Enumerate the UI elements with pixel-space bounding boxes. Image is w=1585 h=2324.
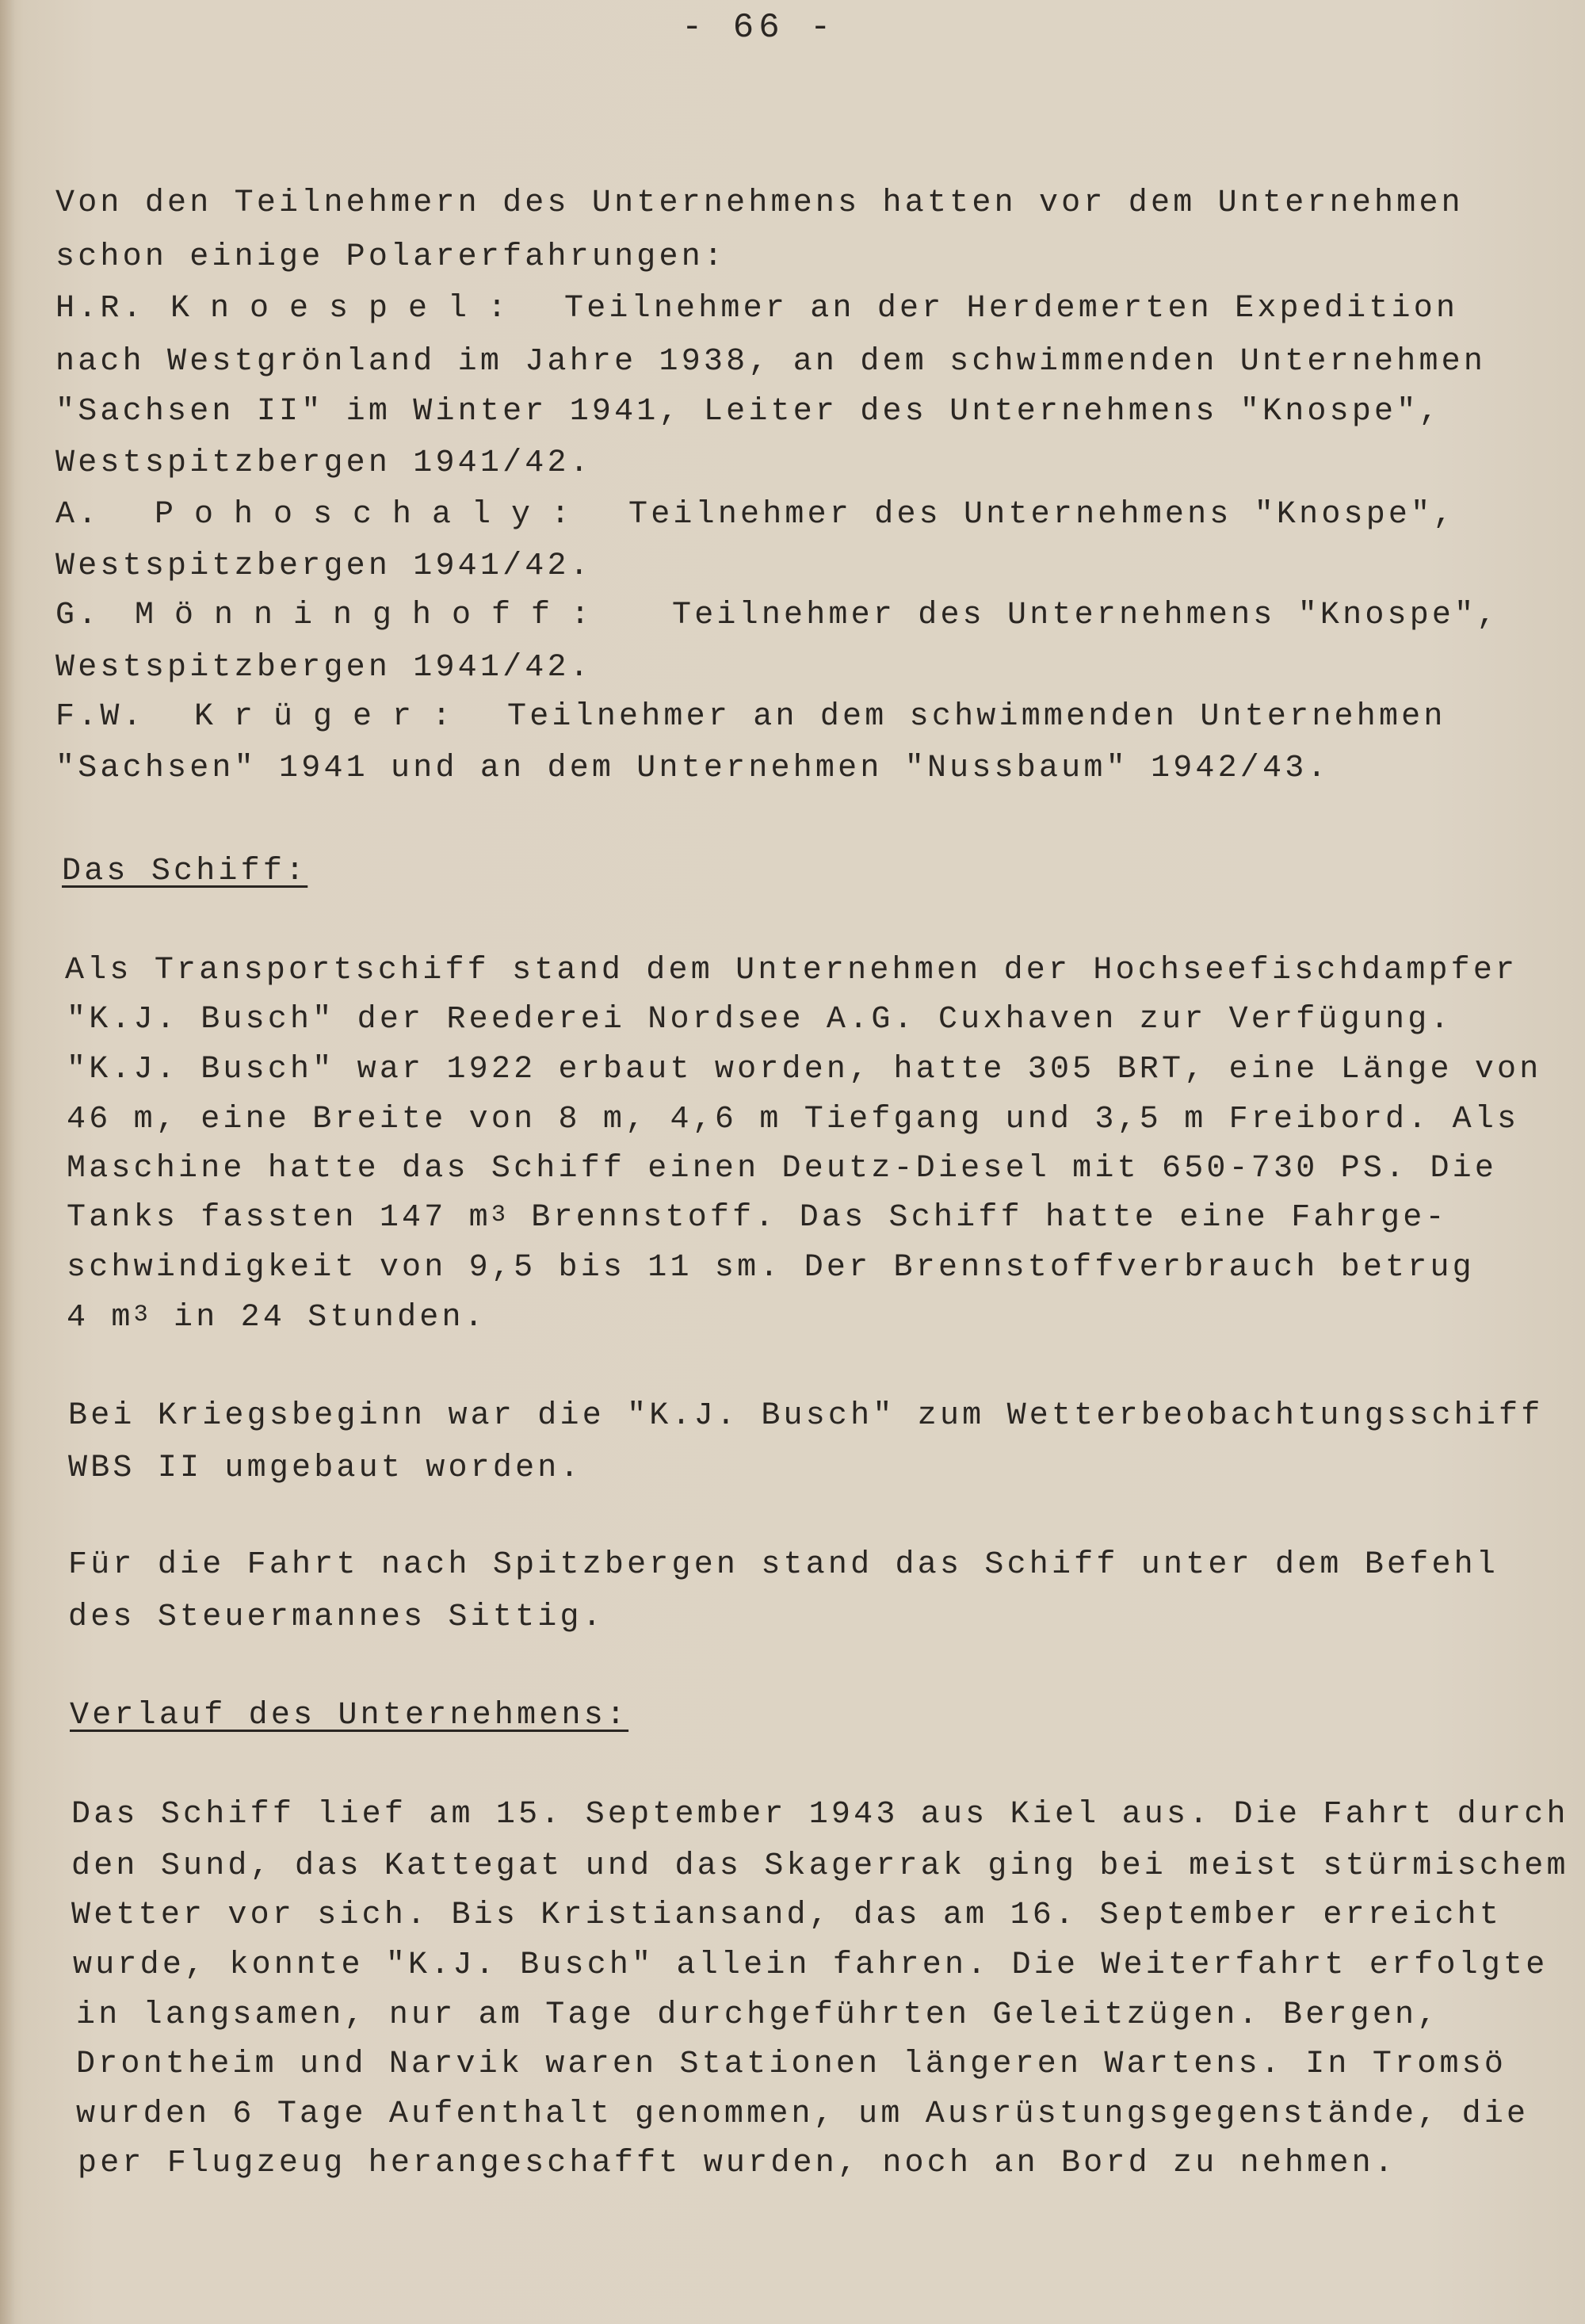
paragraph-line: des Steuermannes Sittig. <box>68 1600 605 1635</box>
intro-line: Von den Teilnehmern des Unternehmens hatten vor dem Unternehmen <box>55 185 1464 221</box>
participant-role: Teilnehmer an dem schwimmenden Unternehmen <box>507 699 1446 735</box>
intro-line: schon einige Polarerfahrungen: <box>55 239 727 275</box>
participant-name: Krüger: <box>194 699 472 735</box>
participant-role: Teilnehmer an der Herdemerten Expedition <box>564 291 1459 327</box>
paragraph-line: Das Schiff lief am 15. September 1943 aus Kiel aus. Die Fahrt durch <box>71 1797 1569 1833</box>
participant-name: Mönninghoff: <box>135 598 611 633</box>
participant-initials: F.W. <box>55 699 145 735</box>
participant-initials: G. <box>55 598 101 633</box>
participant-initials: A. <box>55 497 101 533</box>
paragraph-line: Bei Kriegsbeginn war die "K.J. Busch" zum Wetterbeobachtungsschiff <box>68 1398 1544 1434</box>
paragraph-line: WBS II umgebaut worden. <box>68 1451 582 1486</box>
participant-detail: Westspitzbergen 1941/42. <box>55 650 592 686</box>
participant-name: Pohoschaly: <box>155 497 591 533</box>
section-heading-course: Verlauf des Unternehmens: <box>70 1698 629 1733</box>
paragraph-line: "K.J. Busch" war 1922 erbaut worden, hatte 305 BRT, eine Länge von <box>67 1052 1542 1087</box>
participant-role: Teilnehmer des Unternehmens "Knospe", <box>628 497 1456 533</box>
paragraph-line: Maschine hatte das Schiff einen Deutz-Diesel mit 650-730 PS. Die <box>67 1151 1498 1187</box>
participant-detail: Westspitzbergen 1941/42. <box>55 445 592 481</box>
paragraph-line: per Flugzeug herangeschafft wurden, noch an Bord zu nehmen. <box>78 2146 1397 2181</box>
paragraph-line: Für die Fahrt nach Spitzbergen stand das Schiff unter dem Befehl <box>68 1547 1499 1583</box>
participant-role: Teilnehmer des Unternehmens "Knospe", <box>672 598 1499 633</box>
participant-detail: "Sachsen II" im Winter 1941, Leiter des Unternehmens "Knospe", <box>55 394 1442 430</box>
paragraph-line: schwindigkeit von 9,5 bis 11 sm. Der Brennstoffverbrauch betrug <box>67 1250 1475 1286</box>
participant-name: Knoespel: <box>170 291 528 327</box>
section-heading-ship: Das Schiff: <box>62 854 308 889</box>
paragraph-line: "K.J. Busch" der Reederei Nordsee A.G. Cuxhaven zur Verfügung. <box>67 1002 1453 1038</box>
paragraph-line: wurden 6 Tage Aufenthalt genommen, um Ausrüstungsgegenstände, die <box>76 2097 1530 2132</box>
paragraph-line: Drontheim und Narvik waren Stationen längeren Wartens. In Tromsö <box>76 2047 1507 2082</box>
paragraph-line: wurde, konnte "K.J. Busch" allein fahren. Die Weiterfahrt erfolgte <box>73 1947 1549 1983</box>
participant-detail: Westspitzbergen 1941/42. <box>55 549 592 584</box>
paragraph-line: den Sund, das Kattegat und das Skagerrak ging bei meist stürmischem <box>71 1848 1569 1884</box>
participant-detail: nach Westgrönland im Jahre 1938, an dem schwimmenden Unternehmen <box>55 344 1487 380</box>
paragraph-line: Als Transportschiff stand dem Unternehmen der Hochseefischdampfer <box>65 953 1518 988</box>
paragraph-line: 4 $m^3$ in 24 Stunden. <box>67 1300 487 1336</box>
superscript-cubic: 3 <box>491 1202 510 1229</box>
superscript-cubic: 3 <box>133 1302 151 1328</box>
paragraph-line: in langsamen, nur am Tage durchgeführten Geleitzügen. Bergen, <box>76 1997 1440 2033</box>
participant-detail: "Sachsen" 1941 und an dem Unternehmen "Nussbaum" 1942/43. <box>55 751 1330 786</box>
paragraph-line: Wetter vor sich. Bis Kristiansand, das am 16. September erreicht <box>71 1898 1503 1933</box>
paragraph-line: 46 m, eine Breite von 8 m, 4,6 m Tiefgang und 3,5 m Freibord. Als <box>67 1102 1520 1137</box>
paragraph-line: Tanks fassten 147 $m^3$ Brennstoff. Das Schiff hatte eine Fahrge- <box>67 1200 1448 1236</box>
page-number: - 66 - <box>682 8 836 48</box>
page-edge <box>0 0 14 2324</box>
participant-initials: H.R. <box>55 291 145 327</box>
